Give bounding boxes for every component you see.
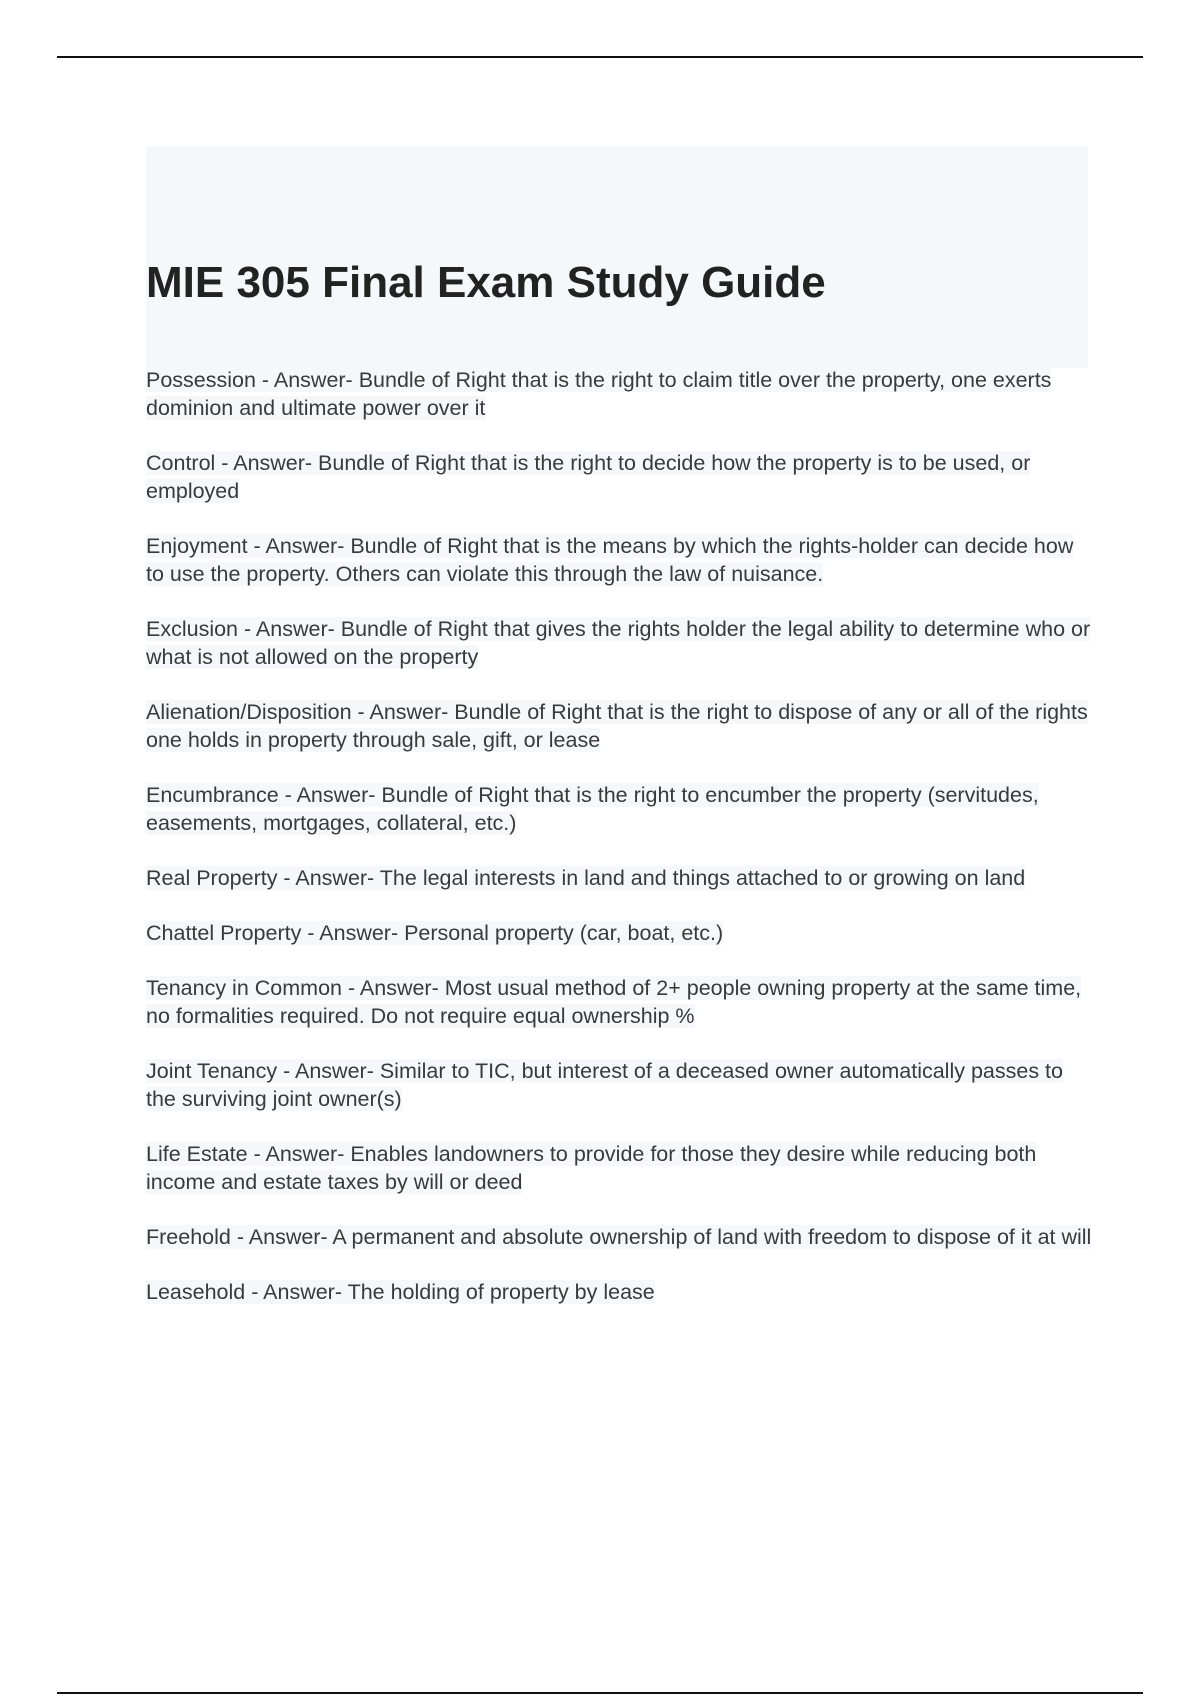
- entry-alienation-disposition: [146, 698, 1096, 754]
- entry-leasehold: [146, 1278, 1096, 1306]
- entry-text: Possession - Answer- Bundle of Right that is the right to claim title over the property, one exerts dominion and ultimate power over it: [146, 368, 1052, 420]
- entry-text: Life Estate - Answer- Enables landowners to provide for those they desire while reducing both income and estate taxes by will or deed: [146, 1142, 1037, 1194]
- entry-text: Freehold - Answer- A permanent and absolute ownership of land with freedom to dispose of it at will: [146, 1225, 1092, 1249]
- entry-freehold: [146, 1223, 1096, 1251]
- entry-text: Real Property - Answer- The legal interests in land and things attached to or growing on land: [146, 866, 1026, 890]
- entry-text: Control - Answer- Bundle of Right that is the right to decide how the property is to be used, or employed: [146, 451, 1031, 503]
- entry-exclusion: [146, 615, 1096, 671]
- entry-text: Chattel Property - Answer- Personal property (car, boat, etc.): [146, 921, 724, 945]
- entry-joint-tenancy: [146, 1057, 1096, 1113]
- bottom-rule: [57, 1692, 1143, 1694]
- entry-text: Enjoyment - Answer- Bundle of Right that is the means by which the rights-holder can decide how to use the property. Others can violate this through the law of nuisance.: [146, 534, 1074, 586]
- entry-text: Alienation/Disposition - Answer- Bundle of Right that is the right to dispose of any or all of the rights one holds in property through sale, gift, or lease: [146, 700, 1088, 752]
- entry-control: [146, 449, 1096, 505]
- entry-tenancy-in-common: [146, 974, 1096, 1030]
- top-rule: [57, 56, 1143, 58]
- entry-possession: [146, 366, 1096, 422]
- entry-text: Encumbrance - Answer- Bundle of Right that is the right to encumber the property (servitudes, easements, mortgages, collateral, etc.): [146, 783, 1039, 835]
- entry-text: Tenancy in Common - Answer- Most usual method of 2+ people owning property at the same time, no formalities required. Do not require equal ownership %: [146, 976, 1082, 1028]
- entry-enjoyment: [146, 532, 1096, 588]
- entry-text: Exclusion - Answer- Bundle of Right that gives the rights holder the legal ability to determine who or what is not allowed on the property: [146, 617, 1091, 669]
- entry-list: [146, 366, 1096, 1333]
- entry-text: Leasehold - Answer- The holding of property by lease: [146, 1280, 655, 1304]
- entry-text: Joint Tenancy - Answer- Similar to TIC, but interest of a deceased owner automatically passes to the surviving joint owner(s): [146, 1059, 1063, 1111]
- page-title: MIE 305 Final Exam Study Guide: [146, 258, 826, 307]
- entry-chattel-property: [146, 919, 1096, 947]
- entry-encumbrance: [146, 781, 1096, 837]
- entry-real-property: [146, 864, 1096, 892]
- entry-life-estate: [146, 1140, 1096, 1196]
